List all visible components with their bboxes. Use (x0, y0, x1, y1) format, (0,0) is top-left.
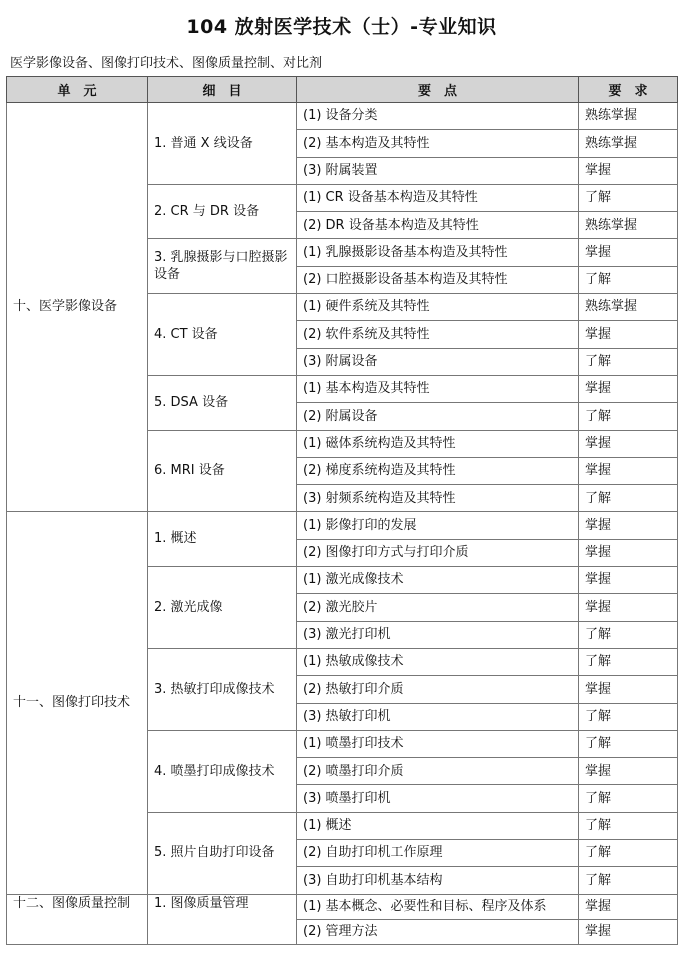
requirement-cell: 掌握 (579, 239, 678, 266)
requirement-cell: 了解 (579, 867, 678, 894)
requirement-cell: 掌握 (579, 157, 678, 184)
item-cell: 6. MRI 设备 (148, 430, 297, 512)
point-cell: (1) 喷墨打印技术 (297, 730, 579, 757)
item-cell: 1. 普通 X 线设备 (148, 103, 297, 185)
table-row (7, 512, 678, 539)
point-cell: (1) 影像打印的发展 (297, 512, 579, 539)
requirement-cell: 了解 (579, 621, 678, 648)
requirement-cell: 了解 (579, 648, 678, 675)
point-cell: (2) 梯度系统构造及其特性 (297, 457, 579, 484)
table-row (7, 103, 678, 130)
item-cell: 4. CT 设备 (148, 294, 297, 376)
item-cell: 2. CR 与 DR 设备 (148, 184, 297, 239)
item-cell: 4. 喷墨打印成像技术 (148, 730, 297, 812)
requirement-cell: 掌握 (579, 919, 678, 944)
requirement-cell: 熟练掌握 (579, 212, 678, 239)
requirement-cell: 了解 (579, 785, 678, 812)
point-cell: (3) 射频系统构造及其特性 (297, 485, 579, 512)
point-cell: (1) 硬件系统及其特性 (297, 294, 579, 321)
point-cell: (2) 自助打印机工作原理 (297, 840, 579, 867)
requirement-cell: 了解 (579, 184, 678, 211)
requirement-cell: 掌握 (579, 567, 678, 594)
requirement-cell: 掌握 (579, 539, 678, 566)
item-cell: 5. DSA 设备 (148, 375, 297, 430)
point-cell: (2) 基本构造及其特性 (297, 130, 579, 157)
point-cell: (2) DR 设备基本构造及其特性 (297, 212, 579, 239)
unit-cell: 十、医学影像设备 (7, 103, 148, 512)
requirement-cell: 掌握 (579, 321, 678, 348)
point-cell: (2) 管理方法 (297, 919, 579, 944)
requirement-cell: 掌握 (579, 375, 678, 402)
point-cell: (1) 热敏成像技术 (297, 648, 579, 675)
point-cell: (2) 图像打印方式与打印介质 (297, 539, 579, 566)
requirement-cell: 掌握 (579, 894, 678, 919)
requirement-cell: 了解 (579, 403, 678, 430)
point-cell: (1) 概述 (297, 812, 579, 839)
requirement-cell: 了解 (579, 266, 678, 293)
point-cell: (1) 磁体系统构造及其特性 (297, 430, 579, 457)
item-cell: 1. 图像质量管理 (148, 894, 297, 944)
point-cell: (2) 软件系统及其特性 (297, 321, 579, 348)
page-subtitle: 医学影像设备、图像打印技术、图像质量控制、对比剂 (10, 56, 323, 71)
item-cell: 3. 乳腺摄影与口腔摄影设备 (148, 239, 297, 294)
point-cell: (1) 激光成像技术 (297, 567, 579, 594)
requirement-cell: 了解 (579, 703, 678, 730)
requirement-cell: 了解 (579, 485, 678, 512)
requirement-cell: 熟练掌握 (579, 294, 678, 321)
table-row (7, 894, 678, 919)
point-cell: (3) 自助打印机基本结构 (297, 867, 579, 894)
point-cell: (2) 激光胶片 (297, 594, 579, 621)
requirement-cell: 了解 (579, 840, 678, 867)
requirement-cell: 了解 (579, 348, 678, 375)
requirement-cell: 掌握 (579, 676, 678, 703)
point-cell: (1) 设备分类 (297, 103, 579, 130)
point-cell: (2) 热敏打印介质 (297, 676, 579, 703)
header-unit: 单 元 (7, 77, 148, 103)
item-cell: 1. 概述 (148, 512, 297, 567)
requirement-cell: 了解 (579, 812, 678, 839)
header-point: 要 点 (297, 77, 579, 103)
point-cell: (2) 喷墨打印介质 (297, 758, 579, 785)
requirement-cell: 掌握 (579, 430, 678, 457)
table-body (7, 103, 678, 945)
item-cell: 3. 热敏打印成像技术 (148, 648, 297, 730)
page-title: 104 放射医学技术（士）-专业知识 (186, 16, 497, 38)
item-cell: 2. 激光成像 (148, 567, 297, 649)
point-cell: (1) CR 设备基本构造及其特性 (297, 184, 579, 211)
table-header-row (7, 77, 678, 103)
point-cell: (3) 喷墨打印机 (297, 785, 579, 812)
point-cell: (2) 口腔摄影设备基本构造及其特性 (297, 266, 579, 293)
requirement-cell: 熟练掌握 (579, 130, 678, 157)
point-cell: (1) 乳腺摄影设备基本构造及其特性 (297, 239, 579, 266)
point-cell: (2) 附属设备 (297, 403, 579, 430)
point-cell: (3) 激光打印机 (297, 621, 579, 648)
requirement-cell: 掌握 (579, 457, 678, 484)
header-requirement: 要 求 (579, 77, 678, 103)
unit-cell: 十二、图像质量控制 (7, 894, 148, 944)
header-item: 细 目 (148, 77, 297, 103)
point-cell: (1) 基本构造及其特性 (297, 375, 579, 402)
point-cell: (3) 附属装置 (297, 157, 579, 184)
item-cell: 5. 照片自助打印设备 (148, 812, 297, 894)
requirement-cell: 掌握 (579, 512, 678, 539)
point-cell: (3) 热敏打印机 (297, 703, 579, 730)
requirement-cell: 掌握 (579, 594, 678, 621)
point-cell: (3) 附属设备 (297, 348, 579, 375)
requirement-cell: 熟练掌握 (579, 103, 678, 130)
requirement-cell: 了解 (579, 730, 678, 757)
syllabus-table (6, 76, 678, 945)
unit-cell: 十一、图像打印技术 (7, 512, 148, 894)
requirement-cell: 掌握 (579, 758, 678, 785)
point-cell: (1) 基本概念、必要性和目标、程序及体系 (297, 894, 579, 919)
